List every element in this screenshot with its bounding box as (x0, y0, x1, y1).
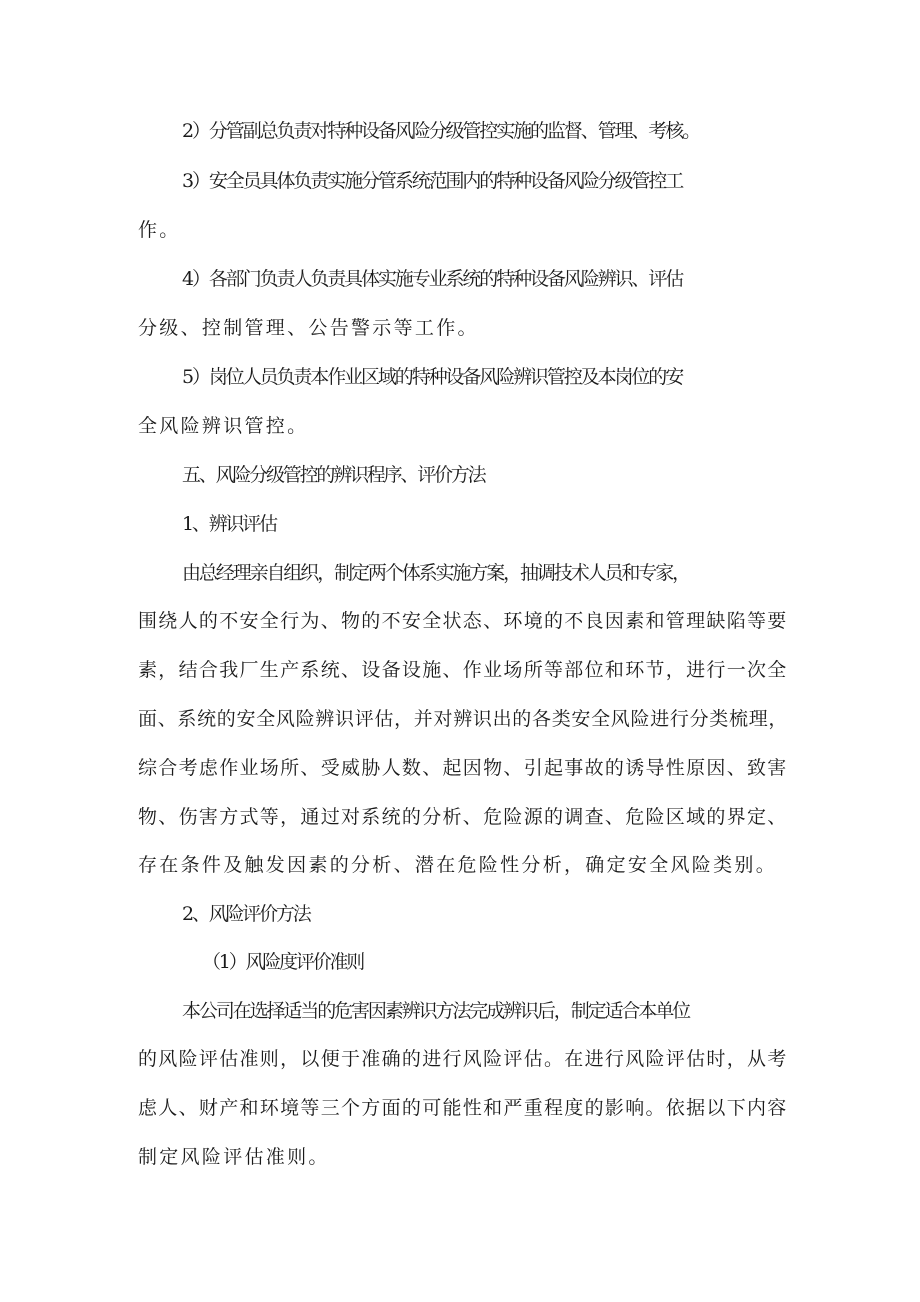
para-identify-line1: 由总经理亲自组织，制定两个体系实施方案，抽调技术人员和专家， (182, 562, 690, 584)
subheading-criteria: （1）风险度评价准则 (202, 951, 364, 973)
section-heading-5: 五、风险分级管控的辨识程序、评价方法 (182, 464, 485, 486)
subheading-method: 2、风险评价方法 (182, 903, 310, 925)
subheading-identify: 1、辨识评估 (182, 513, 276, 535)
para-criteria-line4: 制定风险评估准则。 (138, 1146, 330, 1168)
para-item-2: 2）分管副总负责对特种设备风险分级管控实施的监督、管理、考核。 (182, 120, 699, 142)
para-identify-line3: 素，结合我厂生产系统、设备设施、作业场所等部位和环节，进行一次全 (138, 659, 788, 681)
para-item-4-line2: 分级、控制管理、公告警示等工作。 (138, 317, 479, 339)
para-criteria-line2: 的风险评估准则，以便于准确的进行风险评估。在进行风险评估时，从考 (138, 1048, 788, 1070)
para-identify-line2: 围绕人的不安全行为、物的不安全状态、环境的不良因素和管理缺陷等要 (138, 610, 788, 632)
para-identify-line4: 面、系统的安全风险辨识评估，并对辨识出的各类安全风险进行分类梳理， (138, 708, 789, 730)
para-identify-line6: 物、伤害方式等，通过对系统的分析、危险源的调查、危险区域的界定、 (138, 806, 788, 828)
para-criteria-line1: 本公司在选择适当的危害因素辨识方法完成辨识后，制定适合本单位 (182, 1000, 690, 1022)
para-item-3-line1: 3）安全员具体负责实施分管系统范围内的特种设备风险分级管控工 (182, 170, 683, 192)
para-identify-line7: 存在条件及触发因素的分析、潜在危险性分析，确定安全风险类别。 (138, 854, 778, 876)
para-identify-line5: 综合考虑作业场所、受威胁人数、起因物、引起事故的诱导性原因、致害 (138, 757, 788, 779)
para-item-4-line1: 4）各部门负责人负责具体实施专业系统的特种设备风险辨识、评估 (182, 268, 683, 290)
para-item-3-line2: 作。 (138, 219, 181, 241)
para-item-5-line2: 全风险辨识管控。 (138, 415, 309, 437)
para-item-5-line1: 5）岗位人员负责本作业区域的特种设备风险辨识管控及本岗位的安 (182, 366, 683, 388)
para-criteria-line3: 虑人、财产和环境等三个方面的可能性和严重程度的影响。依据以下内容 (138, 1097, 788, 1119)
